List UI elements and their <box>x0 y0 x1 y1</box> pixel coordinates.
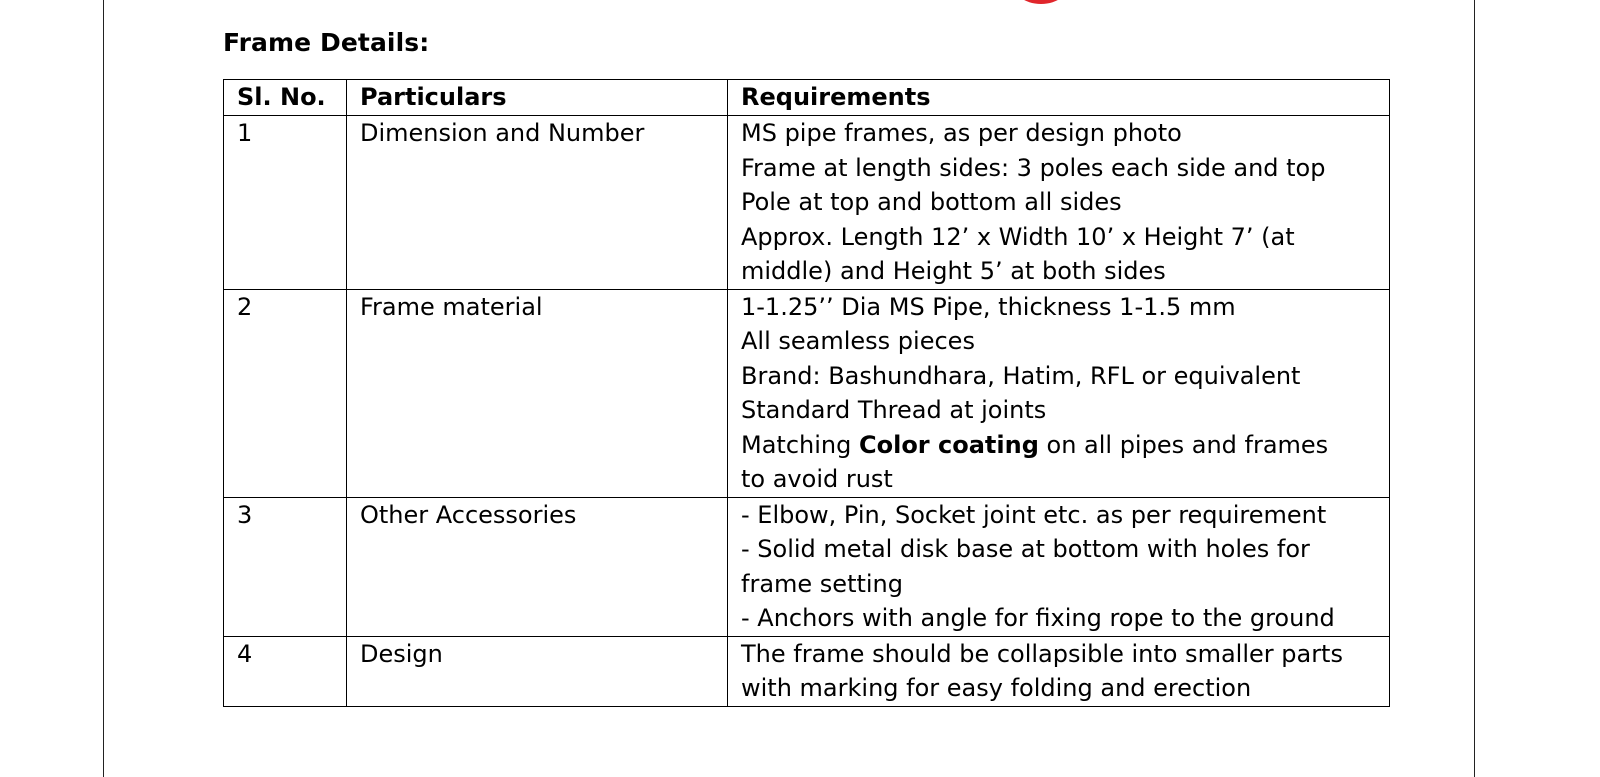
requirement-line: - Anchors with angle for fixing rope to the ground <box>741 604 1335 632</box>
requirement-line: Brand: Bashundhara, Hatim, RFL or equivalent <box>741 361 1301 390</box>
requirement-line: Standard Thread at joints <box>741 396 1047 424</box>
row-requirements <box>728 636 1390 706</box>
requirement-line: All seamless pieces <box>741 327 975 355</box>
requirement-line: Approx. Length 12’ x Width 10’ x Height 7’ (at <box>741 222 1295 251</box>
row-particular: Design <box>347 636 728 706</box>
table-row <box>224 289 1390 497</box>
table-row <box>224 636 1390 706</box>
coating-text-after: on all pipes and frames <box>1038 430 1329 459</box>
requirement-line: The frame should be collapsible into smaller parts <box>741 639 1343 668</box>
row-sl-no: 2 <box>224 289 347 497</box>
requirement-line: - Elbow, Pin, Socket joint etc. as per requirement <box>741 500 1327 529</box>
requirement-line: Pole at top and bottom all sides <box>741 188 1122 216</box>
logo-fragment <box>1010 0 1072 4</box>
requirement-line: middle) and Height 5’ at both sides <box>741 257 1166 285</box>
coating-text-bold: Color coating <box>858 430 1039 459</box>
table-header-row <box>224 80 1390 116</box>
page-right-edge <box>1474 0 1475 777</box>
row-particular: Dimension and Number <box>347 116 728 290</box>
requirement-line: with marking for easy folding and erection <box>741 674 1252 702</box>
requirement-line: Frame at length sides: 3 poles each side and top <box>741 153 1326 182</box>
coating-text-before: Matching <box>741 430 859 459</box>
row-sl-no: 1 <box>224 116 347 290</box>
requirement-line: 1-1.25’’ Dia MS Pipe, thickness 1-1.5 mm <box>741 292 1236 321</box>
header-requirements: Requirements <box>728 80 1390 116</box>
page-left-edge <box>103 0 104 777</box>
requirement-line: frame setting <box>741 569 903 598</box>
row-sl-no: 3 <box>224 497 347 636</box>
row-particular: Other Accessories <box>347 497 728 636</box>
frame-details-table <box>223 79 1390 707</box>
row-requirements <box>728 116 1390 290</box>
table-row <box>224 497 1390 636</box>
row-requirements <box>728 497 1390 636</box>
row-requirements <box>728 289 1390 497</box>
row-sl-no: 4 <box>224 636 347 706</box>
requirement-line: MS pipe frames, as per design photo <box>741 119 1182 147</box>
header-sl-no: Sl. No. <box>224 80 347 116</box>
requirement-line-coating <box>741 428 1377 463</box>
table-row <box>224 116 1390 290</box>
requirement-line: to avoid rust <box>741 465 893 493</box>
requirement-line: - Solid metal disk base at bottom with holes for <box>741 535 1310 563</box>
row-particular: Frame material <box>347 289 728 497</box>
header-particulars: Particulars <box>347 80 728 116</box>
section-title: Frame Details: <box>223 28 430 57</box>
